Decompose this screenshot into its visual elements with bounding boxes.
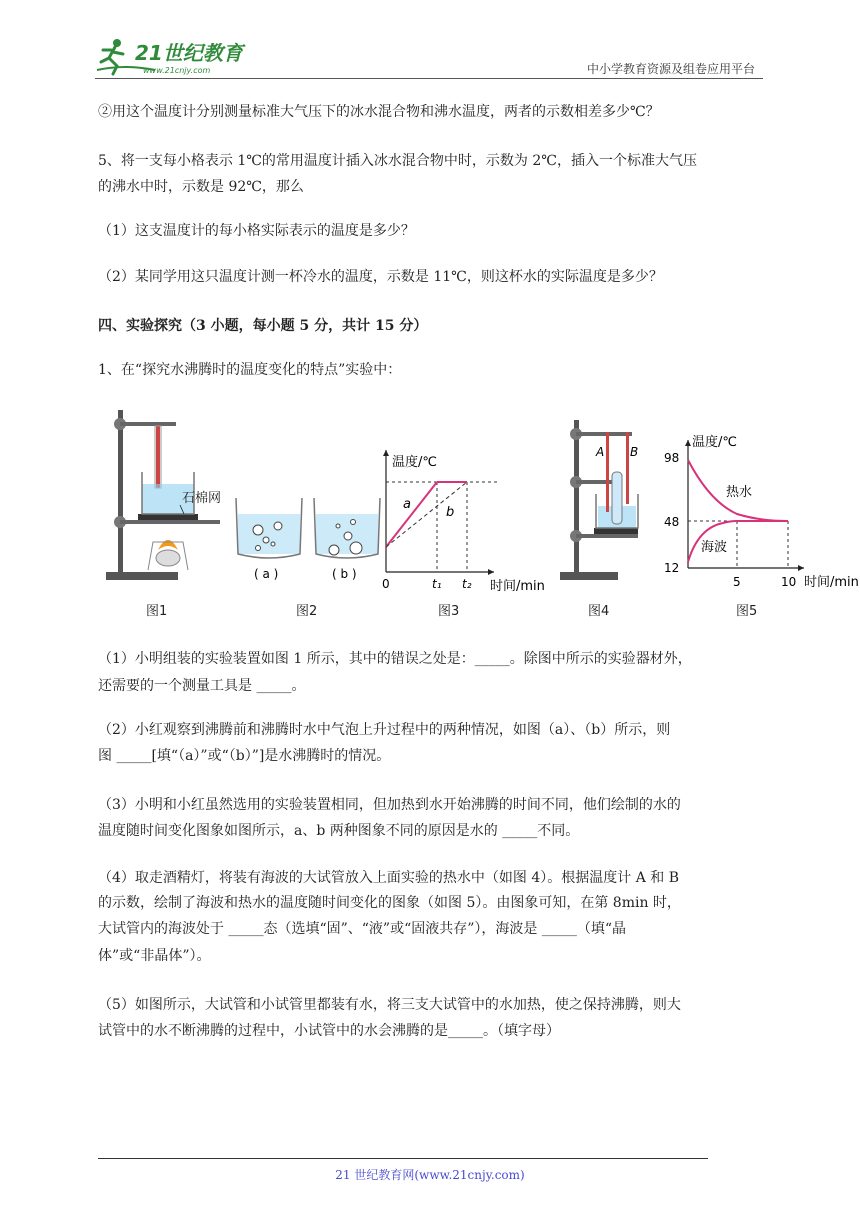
question-text: 试管中的水不断沸腾的过程中，小试管中的水会沸腾的是_____。（填字母） — [98, 1023, 560, 1039]
svg-text:温度/℃: 温度/℃ — [692, 435, 737, 450]
text-line: 的沸水中时，示数是 92℃，那么 — [98, 179, 304, 195]
figure-3 — [382, 450, 545, 594]
ring-support — [120, 520, 220, 524]
svg-text:21世纪教育: 21世纪教育 — [135, 41, 243, 65]
svg-text:t₁: t₁ — [432, 577, 442, 591]
caption-fig2: 图2 — [296, 604, 318, 619]
svg-text:( b ): ( b ) — [332, 567, 357, 581]
caption-fig1: 图1 — [146, 604, 168, 619]
beaker-a-water — [238, 514, 300, 554]
figure-4 — [560, 420, 638, 580]
asbestos-net — [138, 514, 198, 520]
text-line: 1、在“探究水沸腾时的温度变化的特点”实验中： — [98, 362, 402, 378]
svg-text:海波: 海波 — [701, 540, 728, 555]
stand-base — [106, 572, 178, 580]
question-text: （4）取走酒精灯，将装有海波的大试管放入上面实验的热水中（如图 4）。根据温度计 A 和 B — [98, 870, 680, 886]
site-logo — [95, 36, 255, 76]
experiment-figures — [98, 402, 860, 624]
question-text: 还需要的一个测量工具是 _____。 — [98, 678, 306, 694]
svg-text:B: B — [630, 445, 639, 459]
question-text: （2）小红观察到沸腾前和沸腾时水中气泡上升过程中的两种情况，如图（a）、（b）所示，则 — [98, 722, 671, 738]
figure-1 — [106, 410, 221, 580]
question-text: （3）小明和小红虽然选用的实验装置相同，但加热到水开始沸腾的时间不同，他们绘制的水的 — [98, 797, 681, 813]
text-line: （1）这支温度计的每小格实际表示的温度是多少？ — [98, 223, 415, 239]
caption-fig5: 图5 — [736, 604, 758, 619]
text-line: （2）某同学用这只温度计测一杯冷水的温度，示数是 11℃，则这杯水的实际温度是多少？ — [98, 269, 663, 285]
question-text: 图 _____[填“（a）”或“（b）”]是水沸腾时的情况。 — [98, 748, 391, 764]
footer-divider — [98, 1158, 708, 1159]
svg-text:10: 10 — [781, 575, 797, 589]
question-text: 温度随时间变化图象如图所示，a、b 两种图象不同的原因是水的 _____不同。 — [98, 823, 580, 839]
svg-text:时间/min: 时间/min — [490, 579, 545, 594]
line-b — [386, 482, 467, 547]
svg-text:( a ): ( a ) — [254, 567, 279, 581]
question-text: （5）如图所示，大试管和小试管里都装有水，将三支大试管中的水加热，使之保持沸腾，则大 — [98, 997, 681, 1013]
svg-text:b: b — [446, 505, 455, 520]
line-a — [386, 482, 437, 547]
stand-rod — [118, 410, 123, 572]
svg-text:石棉网: 石棉网 — [182, 491, 222, 506]
figure-5 — [664, 434, 859, 590]
text-line: 5、将一支每小格表示 1℃的常用温度计插入冰水混合物中时，示数为 2℃，插入一个标准大气压 — [98, 153, 697, 169]
svg-text:5: 5 — [733, 575, 741, 589]
svg-text:www.21cnjy.com: www.21cnjy.com — [143, 66, 211, 75]
text-line: ②用这个温度计分别测量标准大气压下的冰水混合物和沸水温度，两者的示数相差多少℃？ — [98, 104, 660, 120]
svg-text:热水: 热水 — [726, 485, 753, 500]
caption-fig4: 图4 — [588, 604, 610, 619]
page-header — [95, 30, 763, 80]
thermometer — [156, 426, 160, 488]
svg-text:时间/min: 时间/min — [804, 575, 859, 590]
svg-text:48: 48 — [664, 515, 680, 529]
platform-name: 中小学教育资源及组卷应用平台 — [586, 62, 755, 76]
svg-text:12: 12 — [664, 561, 680, 575]
caption-fig3: 图3 — [438, 604, 460, 619]
svg-text:98: 98 — [664, 451, 680, 465]
footer-link[interactable]: 21 世纪教育网(www.21cnjy.com) — [335, 1168, 525, 1182]
header-divider — [95, 78, 763, 79]
svg-text:A: A — [596, 445, 605, 459]
svg-text:a: a — [403, 497, 411, 512]
section-heading: 四、实验探究（3 小题，每小题 5 分，共计 15 分） — [98, 318, 428, 334]
question-text: 大试管内的海波处于 _____态（选填“固”、“液”或“固液共存”），海波是 _____（填“晶 — [98, 921, 626, 937]
alcohol-lamp — [156, 550, 180, 566]
question-text: 体”或“非晶体”）。 — [98, 948, 211, 964]
question-text: （1）小明组装的实验装置如图 1 所示，其中的错误之处是：_____。除图中所示的实验器材外， — [98, 651, 692, 667]
svg-text:0: 0 — [382, 577, 390, 591]
svg-text:温度/℃: 温度/℃ — [392, 455, 437, 470]
figures-row — [98, 402, 860, 624]
figure-2 — [236, 498, 380, 581]
svg-text:t₂: t₂ — [462, 577, 472, 591]
question-text: 的示数，绘制了海波和热水的温度随时间变化的图象（如图 5）。由图象可知，在第 8min 时， — [98, 895, 681, 911]
